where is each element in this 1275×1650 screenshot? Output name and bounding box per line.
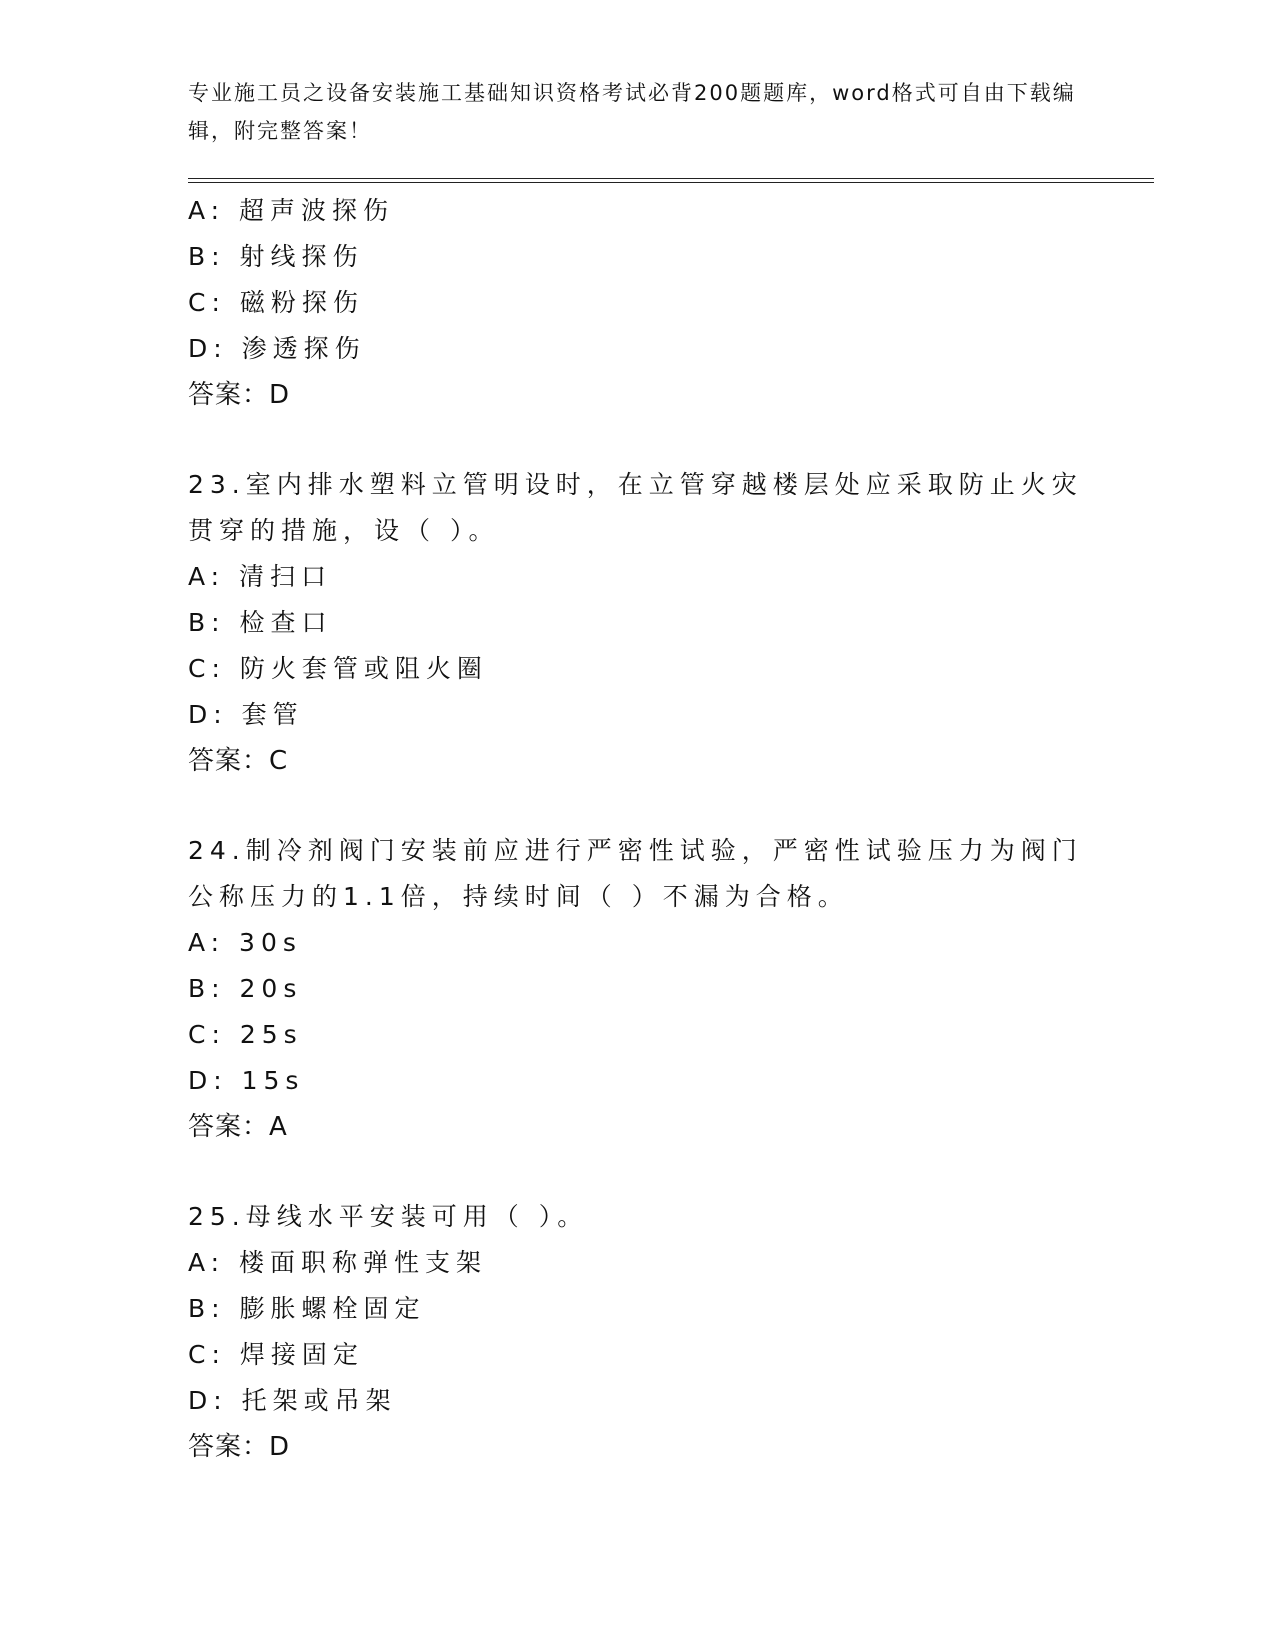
answer-line: 答案：D [188, 380, 291, 410]
option-c: C: 磁粉探伤 [188, 288, 364, 317]
answer-line: 答案：A [188, 1112, 288, 1142]
question-23 [188, 462, 1088, 784]
answer-line: 答案：D [188, 1432, 291, 1462]
question-stem: 24.制冷剂阀门安装前应进行严密性试验，严密性试验压力为阀门公称压力的1.1倍，持续时间（ ）不漏为合格。 [188, 836, 1083, 911]
question-stem: 23.室内排水塑料立管明设时，在立管穿越楼层处应采取防止火灾贯穿的措施，设（ ）。 [188, 470, 1083, 545]
question-24 [188, 828, 1088, 1150]
option-c: C: 防火套管或阻火圈 [188, 654, 488, 683]
option-d: D: 托架或吊架 [188, 1386, 397, 1415]
option-d: D: 渗透探伤 [188, 334, 366, 363]
question-stem: 25.母线水平安装可用（ ）。 [188, 1202, 589, 1231]
option-b: B: 检查口 [188, 608, 333, 637]
option-c: C: 焊接固定 [188, 1340, 364, 1369]
option-a: A: 30s [188, 928, 302, 957]
option-c: C: 25s [188, 1020, 303, 1049]
option-b: B: 20s [188, 974, 303, 1003]
option-a: A: 清扫口 [188, 562, 333, 591]
option-b: B: 射线探伤 [188, 242, 364, 271]
document-body [188, 188, 1088, 1470]
option-a: A: 楼面职称弹性支架 [188, 1248, 488, 1277]
page-title: 专业施工员之设备安装施工基础知识资格考试必背200题题库，word格式可自由下载编辑，附完整答案！ [188, 81, 1076, 143]
option-d: D: 15s [188, 1066, 305, 1095]
header-divider [188, 178, 1154, 183]
question-25 [188, 1194, 1088, 1470]
option-a: A: 超声波探伤 [188, 196, 395, 225]
question-22-continued [188, 188, 1088, 418]
answer-line: 答案：C [188, 746, 289, 776]
option-b: B: 膨胀螺栓固定 [188, 1294, 426, 1323]
option-d: D: 套管 [188, 700, 304, 729]
